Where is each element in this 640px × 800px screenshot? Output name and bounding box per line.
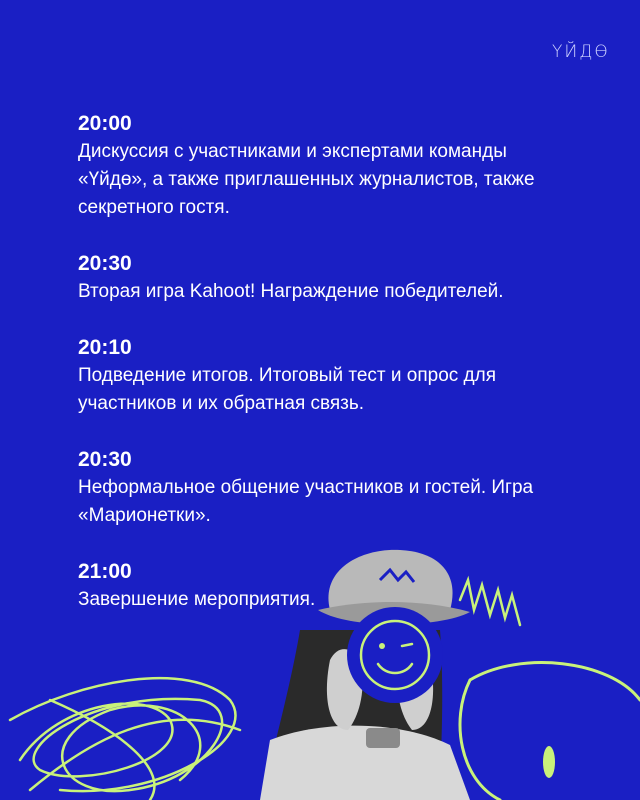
event-description: Дискуссия с участниками и экспертами команды «Үйдө», а также приглашенных журналистов, также секретного гостя. [78, 141, 535, 218]
schedule-item [78, 334, 558, 418]
schedule-list [78, 110, 558, 642]
event-time: 21:00 [78, 560, 132, 583]
event-description: Неформальное общение участников и гостей. Игра «Марионетки». [78, 477, 534, 526]
event-description: Вторая игра Kahoot! Награждение победителей. [78, 281, 504, 302]
event-time: 20:30 [78, 448, 132, 471]
event-time: 20:10 [78, 336, 132, 359]
event-time: 20:00 [78, 112, 132, 135]
event-description: Подведение итогов. Итоговый тест и опрос для участников и их обратная связь. [78, 365, 497, 414]
curve-shape-icon [460, 663, 640, 800]
schedule-item [78, 446, 558, 530]
schedule-item [78, 250, 558, 306]
event-time: 20:30 [78, 252, 132, 275]
drop-icon [543, 746, 555, 778]
schedule-item [78, 110, 558, 222]
schedule-item [78, 558, 558, 614]
brand-logo: ҮЙДӨ [552, 42, 610, 62]
event-description: Завершение мероприятия. [78, 589, 316, 610]
scribble-left-icon [10, 678, 240, 800]
